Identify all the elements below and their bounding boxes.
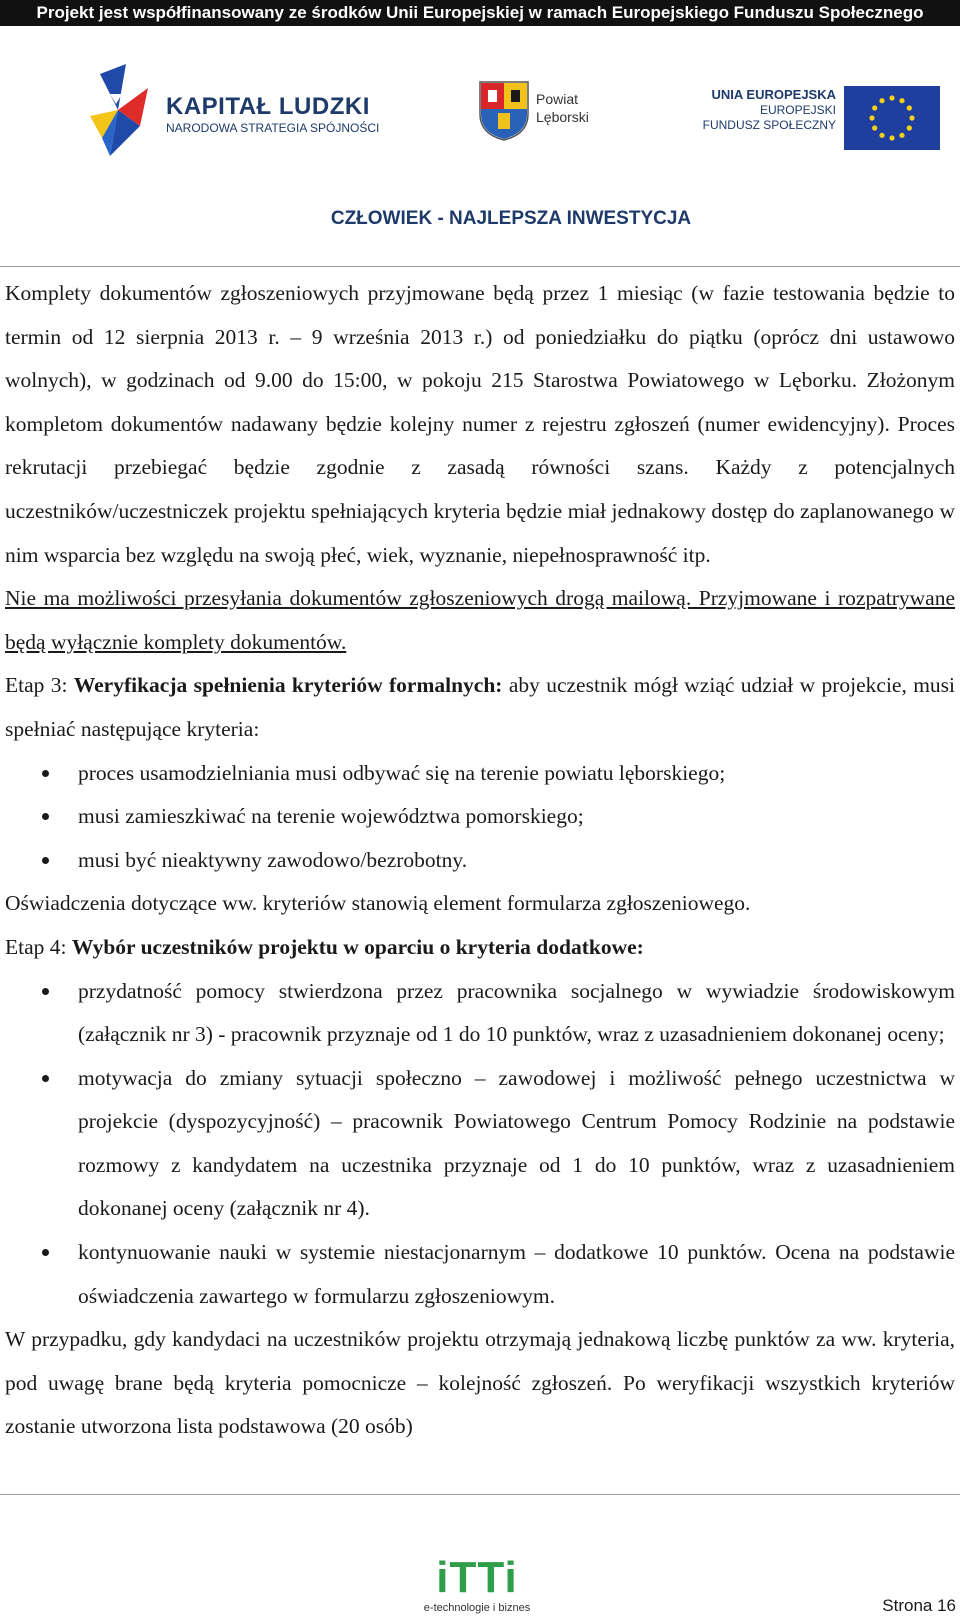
etap3-prefix: Etap 3: xyxy=(5,673,74,698)
page-number: Strona 16 xyxy=(882,1596,956,1615)
eu-flag-icon xyxy=(844,86,940,150)
header-divider xyxy=(0,266,960,267)
itti-logo-subtitle: e-technologie i biznes xyxy=(423,1602,531,1614)
etap4-prefix: Etap 4: xyxy=(5,934,72,959)
kapital-ludzki-logo xyxy=(88,64,388,160)
etap3-criteria-list xyxy=(5,752,955,883)
tagline: CZŁOWIEK - NAJLEPSZA INWESTYCJA xyxy=(330,208,692,229)
paragraph-etap4 xyxy=(5,926,955,970)
funding-banner: Projekt jest współfinansowany ze środków Unii Europejskiej w ramach Europejskiego Funduszu Społecznego xyxy=(0,0,960,26)
kapital-ludzki-star-icon xyxy=(88,64,166,160)
itti-logo-text: iTTi xyxy=(436,1553,518,1602)
list-item: motywacja do zmiany sytuacji społeczno – zawodowej i możliwość pełnego uczestnictwa w projekcie (dyspozycyjność) – pracownik Powiatowego Centrum Pomocy Rodzinie na podstawie rozmowy z kandydatem na uczestnika przyznaje od 1 do 10 punktów, wraz z uzasadnieniem dokonanej oceny (załącznik nr 4). xyxy=(5,1057,955,1231)
list-item: proces usamodzielniania musi odbywać się na terenie powiatu lęborskiego; xyxy=(5,752,955,796)
paragraph-etap3 xyxy=(5,664,955,751)
etap4-criteria-list xyxy=(5,970,955,1319)
footer-divider xyxy=(0,1494,960,1495)
list-item: musi być nieaktywny zawodowo/bezrobotny. xyxy=(5,839,955,883)
eu-line2: EUROPEJSKI xyxy=(759,103,836,117)
list-item: przydatność pomocy stwierdzona przez pracownika socjalnego w wywiadzie środowiskowym (załącznik nr 3) - pracownik przyznaje od 1 do 10 punktów, wraz z uzasadnieniem dokonanej oceny; xyxy=(5,970,955,1057)
etap4-heading: Wybór uczestników projektu w oparciu o kryteria dodatkowe: xyxy=(71,934,644,959)
list-item: kontynuowanie nauki w systemie niestacjonarnym – dodatkowe 10 punktów. Ocena na podstawie oświadczenia zawartego w formularzu zgłoszeniowym. xyxy=(5,1231,955,1318)
paragraph-tiebreak: W przypadku, gdy kandydaci na uczestników projektu otrzymają jednakową liczbę punktów za ww. kryteria, pod uwagę brane będą kryteria pomocnicze – kolejność zgłoszeń. Po weryfikacji wszystkich kryteriów zostanie utworzona lista podstawowa (20 osób) xyxy=(5,1327,955,1439)
powiat-line1: Powiat xyxy=(536,91,579,107)
etap3-heading: Weryfikacja spełnienia kryteriów formalnych: xyxy=(73,673,503,698)
paragraph-recruitment: Komplety dokumentów zgłoszeniowych przyjmowane będą przez 1 miesiąc (w fazie testowania będzie to termin od 12 sierpnia 2013 r. – 9 września 2013 r.) od poniedziałku do piątku (oprócz dni ustawowo wolnych), w godzinach od 9.00 do 15:00, w pokoju 215 Starostwa Powiatowego w Lęborku. Złożonym kompletom dokumentów nadawany będzie kolejny numer z rejestru zgłoszeń (numer ewidencyjny). Proces rekrutacji przebiegać będzie zgodnie z zasadą równości szans. Każdy z potencjalnych uczestników/uczestniczek projektu spełniających kryteria będzie miał jednakowy dostęp do zaplanowanego w nim wsparcia bez względu na swoją płeć, wiek, wyznanie, niepełnosprawność itp. xyxy=(5,281,955,567)
kapital-ludzki-title: KAPITAŁ LUDZKI xyxy=(166,93,370,120)
document-body xyxy=(5,272,955,1449)
powiat-line2: Lęborski xyxy=(536,109,589,125)
eu-line1: UNIA EUROPEJSKA xyxy=(711,87,836,102)
eu-logo xyxy=(700,86,940,152)
paragraph-oswiadczenia: Oświadczenia dotyczące ww. kryteriów stanowią element formularza zgłoszeniowego. xyxy=(5,891,751,916)
list-item: musi zamieszkiwać na terenie województwa pomorskiego; xyxy=(5,795,955,839)
paragraph-no-email: Nie ma możliwości przesyłania dokumentów zgłoszeniowych drogą mailową. Przyjmowane i rozpatrywane będą wyłącznie komplety dokumentów. xyxy=(5,586,955,654)
eu-line3: FUNDUSZ SPOŁECZNY xyxy=(702,118,836,132)
itti-logo xyxy=(412,1553,542,1614)
etap3-text: aby uczestnik mógł wziąć udział w projekcie, musi spełniać następujące kryteria: xyxy=(5,673,956,741)
kapital-ludzki-subtitle: NARODOWA STRATEGIA SPÓJNOŚCI xyxy=(166,121,380,135)
powiat-leborski-logo xyxy=(478,80,618,150)
powiat-coat-of-arms-icon xyxy=(478,80,530,142)
